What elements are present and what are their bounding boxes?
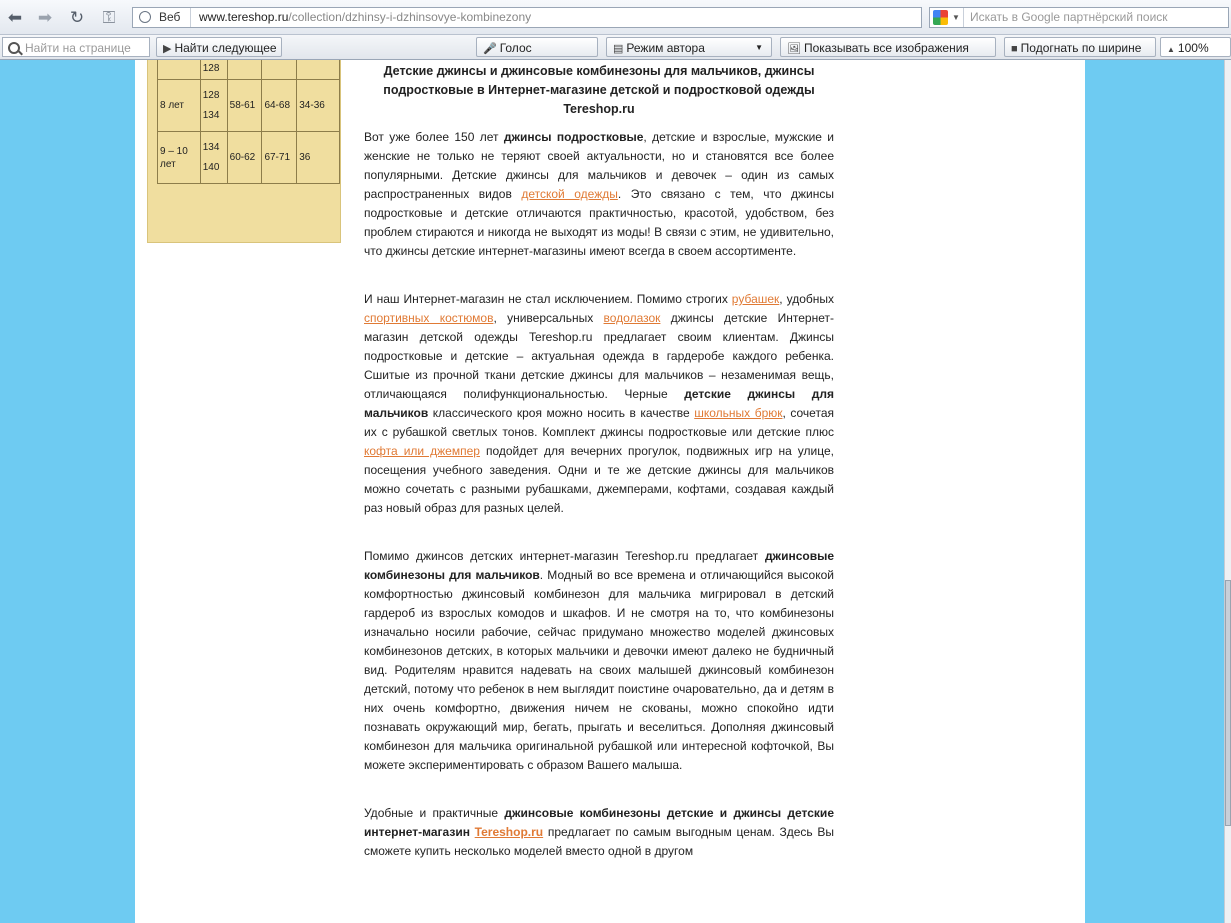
- globe-icon: [139, 11, 151, 23]
- show-images-button[interactable]: [780, 37, 996, 57]
- scrollbar-thumb[interactable]: [1225, 580, 1231, 826]
- search-bar[interactable]: [929, 7, 1229, 28]
- author-mode-label: Режим автора: [626, 41, 705, 55]
- link-school-trousers[interactable]: школьных брюк: [694, 406, 783, 420]
- table-row: [158, 60, 340, 80]
- search-input[interactable]: Искать в Google партнёрский поиск: [970, 10, 1168, 24]
- find-on-page-input[interactable]: [2, 37, 150, 57]
- voice-button[interactable]: [476, 37, 598, 57]
- play-icon: ▶: [163, 43, 172, 55]
- size-table: [157, 60, 340, 184]
- table-cell-height: 128: [200, 60, 227, 80]
- web-page: [135, 60, 1085, 923]
- microphone-icon: 🎤: [483, 43, 497, 55]
- link-tereshop[interactable]: Tereshop.ru: [474, 825, 544, 839]
- table-cell-age: [158, 60, 201, 80]
- link-childrens-clothing[interactable]: детской одежды: [521, 187, 618, 201]
- author-mode-icon: ▤: [613, 43, 624, 55]
- table-row: [158, 80, 340, 132]
- zoom-value: 100%: [1177, 41, 1209, 55]
- article: [364, 62, 834, 861]
- url-type-selector[interactable]: [133, 8, 191, 27]
- chevron-up-icon: ▲: [1167, 45, 1175, 54]
- voice-label: Голос: [499, 41, 532, 55]
- table-cell-chest: 58-61: [227, 80, 262, 132]
- url-path: /collection/dzhinsy-i-dzhinsovye-kombinezony: [288, 10, 532, 24]
- google-icon: [933, 10, 948, 25]
- address-bar[interactable]: [132, 7, 922, 28]
- article-title: Детские джинсы и джинсовые комбинезоны для мальчиков, джинсы подростковые в Интернет-магазине детской и подростковой одежды Tereshop.ru: [383, 64, 815, 116]
- article-paragraph-1: Вот уже более 150 лет джинсы подростковые, детские и взрослые, мужские и женские не только не теряют своей актуальности, но и становятся все более популярными. Детские джинсы для мальчиков и девочек – один из самых распространенных видов детской одежды. Это связано с тем, что джинсы подростковые и детские отличаются практичностью, красотой, удобством, без проблем стираются и никогда не выходят из моды! В связи с этим, не удивительно, что джинсы детские интернет-магазины имеют всегда в своем ассортименте.: [364, 130, 834, 258]
- fit-width-label: Подогнать по ширине: [1020, 41, 1142, 55]
- find-toolbar: [0, 35, 1231, 60]
- url-domain: www.tereshop.ru: [199, 10, 289, 24]
- show-images-label: Показывать все изображения: [803, 41, 969, 55]
- key-icon[interactable]: ⚿: [102, 8, 116, 27]
- fit-width-button[interactable]: [1004, 37, 1156, 57]
- table-cell-height: 128 134: [200, 80, 227, 132]
- table-cell-waist: [262, 60, 297, 80]
- table-cell-size: 34-36: [297, 80, 340, 132]
- table-cell-age: 9 – 10 лет: [158, 132, 201, 184]
- link-sport-suits[interactable]: спортивных костюмов: [364, 311, 494, 325]
- author-mode-dropdown[interactable]: [606, 37, 772, 57]
- link-turtlenecks[interactable]: водолазок: [603, 311, 661, 325]
- article-paragraph-4: Удобные и практичные джинсовые комбинезоны детские и джинсы детские интернет-магазин Tereshop.ru предлагает по самым выгодным ценам. Здесь Вы сможете купить несколько моделей вместо одной в другом: [364, 806, 834, 858]
- chevron-down-icon: ▼: [755, 43, 763, 52]
- size-table-panel: [147, 60, 341, 243]
- article-paragraph-2: И наш Интернет-магазин не стал исключением. Помимо строгих рубашек, удобных спортивных костюмов, универсальных водолазок джинсы детские Интернет-магазин детской одежды Tereshop.ru предлагает своим клиентам. Джинсы подростковые и детские – актуальная одежда в гардеробе каждого ребенка. Сшитые из прочной ткани детские джинсы для мальчиков – незаменимая вещь, отличающаяся полифункциональностью. Черные детские джинсы для мальчиков классического кроя можно носить в качестве школьных брюк, сочетая их с рубашкой светлых тонов. Комплект джинсы подростковые или детские плюс кофта или джемпер подойдет для вечерних прогулок, подвижных игр на улице, посещения учебного заведения. Одни и те же детские джинсы для мальчиков можно сочетать с разными рубашками, джемперами, кофтами, создавая каждый раз новый образ для разных целей.: [364, 292, 834, 515]
- find-next-label: Найти следующее: [174, 41, 277, 55]
- browser-toolbar: [0, 0, 1231, 35]
- link-shirts[interactable]: рубашек: [731, 292, 780, 306]
- page-scrollbar[interactable]: [1224, 60, 1231, 923]
- article-paragraph-3: Помимо джинсов детских интернет-магазин Tereshop.ru предлагает джинсовые комбинезоны для мальчиков. Модный во все времена и отличающийся высокой комфортностью джинсовый комбинезон для мальчика мигрировал в детский гардероб из взрослых комодов и шкафов. И не смотря на то, что комбинезоны изначально носили рабочие, сейчас придумано множество моделей джинсовых комбинезонов детских, в которых мальчики и девочки имеют далеко не будничный вид. Родителям нравится надевать на своих малышей джинсовый комбинезон детский, потому что ребенок в нем выглядит поистине очаровательно, да и детям в них очень комфортно, движения ничем не скованы, можно спокойно идти познавать окружающий мир, бегать, прыгать и веселиться. Дополняя джинсовый комбинезон для мальчика оригинальной рубашкой или интересной кофточкой, Вы можете экспериментировать с образом Вашего малыша.: [364, 549, 834, 772]
- reload-icon[interactable]: ↻: [69, 8, 85, 27]
- find-next-button[interactable]: [156, 37, 282, 57]
- zoom-selector[interactable]: [1160, 37, 1231, 57]
- table-cell-chest: [227, 60, 262, 80]
- table-cell-size: 36: [297, 132, 340, 184]
- fit-width-icon: ■: [1011, 43, 1018, 55]
- link-sweater-jumper[interactable]: кофта или джемпер: [364, 444, 480, 458]
- url-type-label: Веб: [159, 10, 181, 24]
- table-cell-size: [297, 60, 340, 80]
- table-cell-waist: 64-68: [262, 80, 297, 132]
- image-icon: 🖼: [787, 43, 801, 55]
- table-cell-age: 8 лет: [158, 80, 201, 132]
- chevron-down-icon: ▼: [952, 13, 960, 22]
- table-row: [158, 132, 340, 184]
- back-arrow-icon[interactable]: ⬅: [7, 8, 23, 27]
- forward-arrow-icon[interactable]: ➡: [37, 8, 53, 27]
- table-cell-chest: 60-62: [227, 132, 262, 184]
- table-cell-height: 134 140: [200, 132, 227, 184]
- url-text[interactable]: [199, 8, 531, 27]
- search-icon: [8, 42, 20, 54]
- table-cell-waist: 67-71: [262, 132, 297, 184]
- find-placeholder: Найти на странице: [25, 41, 131, 55]
- search-engine-selector[interactable]: [930, 8, 964, 27]
